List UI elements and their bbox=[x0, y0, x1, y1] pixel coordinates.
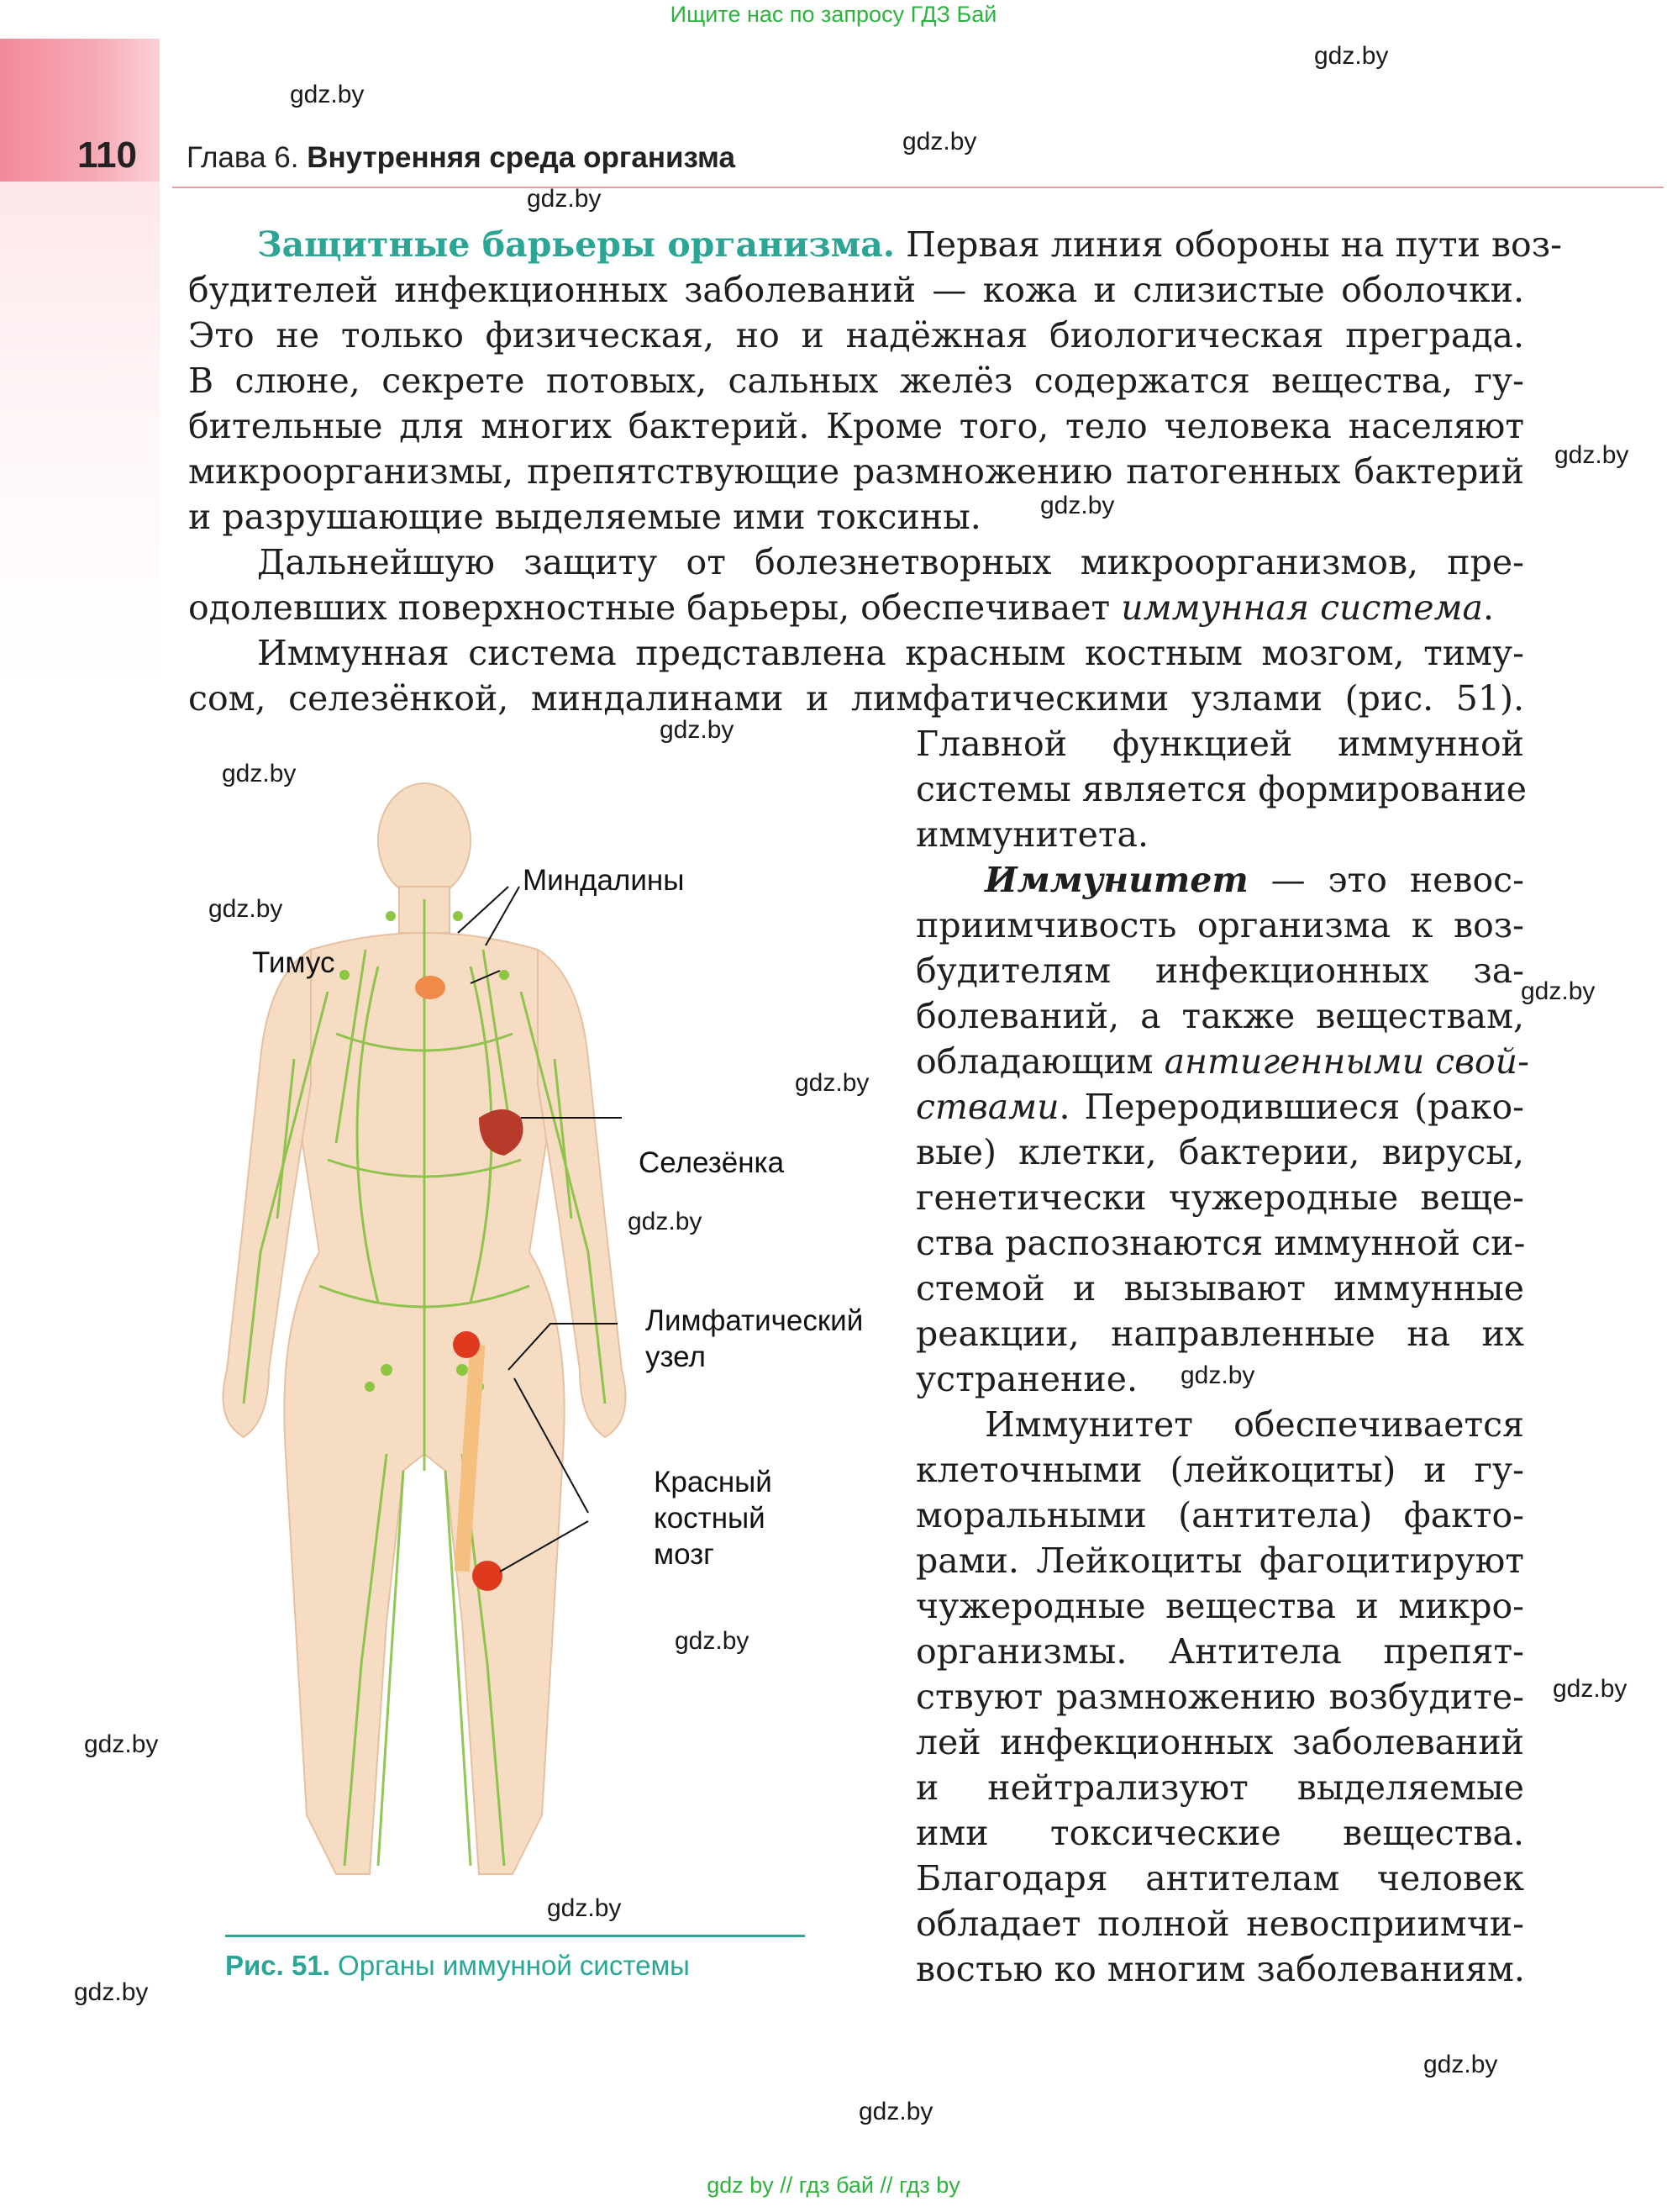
text-line: моральными (антитела) факто- bbox=[916, 1495, 1524, 1535]
text-line: лей инфекционных заболеваний bbox=[916, 1722, 1524, 1762]
text-line: системы является формирование bbox=[916, 769, 1528, 809]
text-line: Иммунная система представлена красным костным мозгом, тиму- bbox=[257, 633, 1524, 673]
watermark: gdz.by bbox=[1521, 977, 1596, 1005]
watermark: gdz.by bbox=[290, 81, 365, 108]
watermark: gdz.by bbox=[859, 2098, 933, 2125]
chapter-header bbox=[187, 141, 735, 175]
text-line: генетически чужеродные веще- bbox=[916, 1177, 1524, 1218]
watermark: gdz.by bbox=[222, 760, 297, 787]
watermark: gdz.by bbox=[1040, 492, 1115, 519]
watermark: gdz.by bbox=[660, 716, 734, 744]
text-line: одолевших поверхностные барьеры, обеспечивает иммунная система. bbox=[188, 587, 1495, 628]
paragraph-organs bbox=[188, 630, 1524, 721]
watermark: gdz.by bbox=[527, 185, 602, 213]
watermark: gdz.by bbox=[628, 1208, 702, 1235]
paragraph-immune-system bbox=[188, 540, 1524, 630]
watermark: gdz.by bbox=[208, 895, 283, 923]
watermark: gdz.by bbox=[84, 1730, 159, 1758]
label-tonsils: Миндалины bbox=[523, 864, 685, 897]
chapter-title: Внутренняя среда организма bbox=[307, 141, 735, 174]
italic-term: иммунная система bbox=[1121, 587, 1483, 628]
text-line: клеточными (лейкоциты) и гу- bbox=[916, 1450, 1524, 1490]
paragraph-barriers bbox=[188, 222, 1562, 540]
figure-caption: Рис. 51. Органы иммунной системы bbox=[225, 1950, 690, 1981]
text-line: организмы. Антитела препят- bbox=[916, 1631, 1524, 1672]
text-line: бительные для многих бактерий. Кроме того, тело человека населяют bbox=[188, 406, 1524, 446]
text-line: ствуют размножению возбудите- bbox=[916, 1677, 1524, 1717]
text-line: будителям инфекционных за- bbox=[916, 951, 1524, 991]
text-line: Иммунитет обеспечивается bbox=[985, 1404, 1524, 1445]
text-line: болеваний, а также веществам, bbox=[916, 996, 1524, 1036]
label-spleen: Селезёнка bbox=[639, 1146, 785, 1179]
header-rule bbox=[172, 187, 1664, 188]
bottom-links[interactable]: gdz by // гдз бай // гдз by bbox=[707, 2172, 960, 2198]
text-line: обладающим антигенными свой- bbox=[916, 1041, 1529, 1082]
text-line: будителей инфекционных заболеваний — кожа и слизистые оболочки. bbox=[188, 270, 1524, 310]
text-line: Главной функцией иммунной bbox=[916, 724, 1524, 764]
text-line: Это не только физическая, но и надёжная биологическая преграда. bbox=[188, 315, 1524, 356]
watermark: gdz.by bbox=[795, 1069, 870, 1097]
page-margin-band bbox=[0, 182, 160, 2199]
text-line: рами. Лейкоциты фагоцитируют bbox=[916, 1540, 1524, 1581]
watermark: gdz.by bbox=[902, 128, 977, 155]
watermark: gdz.by bbox=[1423, 2051, 1498, 2078]
text-line: сом, селезёнкой, миндалинами и лимфатическими узлами (рис. 51). bbox=[188, 678, 1524, 719]
watermark: gdz.by bbox=[675, 1627, 749, 1655]
text-line: микроорганизмы, препятствующие размножению патогенных бактерий bbox=[188, 451, 1524, 492]
section-heading: Защитные барьеры организма. bbox=[257, 224, 896, 265]
text-line: и нейтрализуют выделяемые bbox=[916, 1767, 1524, 1808]
text-line: приимчивость организма к воз- bbox=[916, 905, 1524, 945]
top-banner-link[interactable]: Ищите нас по запросу ГДЗ Бай bbox=[670, 2, 997, 27]
text-line: Иммунитет — это невос- bbox=[985, 860, 1524, 900]
label-lymph-node: Лимфатический узел bbox=[645, 1304, 864, 1373]
watermark: gdz.by bbox=[1181, 1361, 1255, 1389]
text-line: иммунитета. bbox=[916, 814, 1149, 855]
text-line: ства распознаются иммунной си- bbox=[916, 1223, 1526, 1263]
page-number: 110 bbox=[77, 134, 137, 176]
text-line: Дальнейшую защиту от болезнетворных микроорганизмов, пре- bbox=[257, 542, 1524, 582]
text-line: и разрушающие выделяемые ими токсины. bbox=[188, 497, 981, 537]
watermark: gdz.by bbox=[1554, 441, 1629, 469]
text-line: Защитные барьеры организма. Первая линия обороны на пути воз- bbox=[257, 224, 1562, 265]
label-thymus: Тимус bbox=[252, 946, 335, 979]
thymus-organ bbox=[415, 976, 445, 999]
caption-rule bbox=[225, 1935, 805, 1937]
text-line: В слюне, секрете потовых, сальных желёз содержатся вещества, гу- bbox=[188, 361, 1524, 401]
label-red-bone-marrow: Красный костный мозг bbox=[654, 1466, 772, 1571]
text-line: Благодаря антителам человек bbox=[916, 1858, 1524, 1899]
watermark: gdz.by bbox=[1553, 1675, 1628, 1703]
text-line: устранение. bbox=[916, 1359, 1138, 1399]
text-line: ими токсические вещества. bbox=[916, 1813, 1524, 1853]
text-line: стемой и вызывают иммунные bbox=[916, 1268, 1524, 1309]
term-immunity: Иммунитет bbox=[985, 860, 1249, 900]
watermark: gdz.by bbox=[1314, 42, 1389, 70]
text-line: востью ко многим заболеваниям. bbox=[916, 1949, 1525, 1989]
text-line: вые) клетки, бактерии, вирусы, bbox=[916, 1132, 1524, 1172]
watermark: gdz.by bbox=[74, 1978, 149, 2006]
watermark: gdz.by bbox=[547, 1894, 622, 1922]
text-line: чужеродные вещества и микро- bbox=[916, 1586, 1524, 1626]
text-line: ствами. Переродившиеся (рако- bbox=[916, 1087, 1524, 1127]
column-text bbox=[916, 721, 1529, 1992]
text-line: обладает полной невосприимчи- bbox=[916, 1904, 1524, 1944]
text-line: реакции, направленные на их bbox=[916, 1314, 1524, 1354]
chapter-prefix: Глава 6. bbox=[187, 141, 299, 174]
